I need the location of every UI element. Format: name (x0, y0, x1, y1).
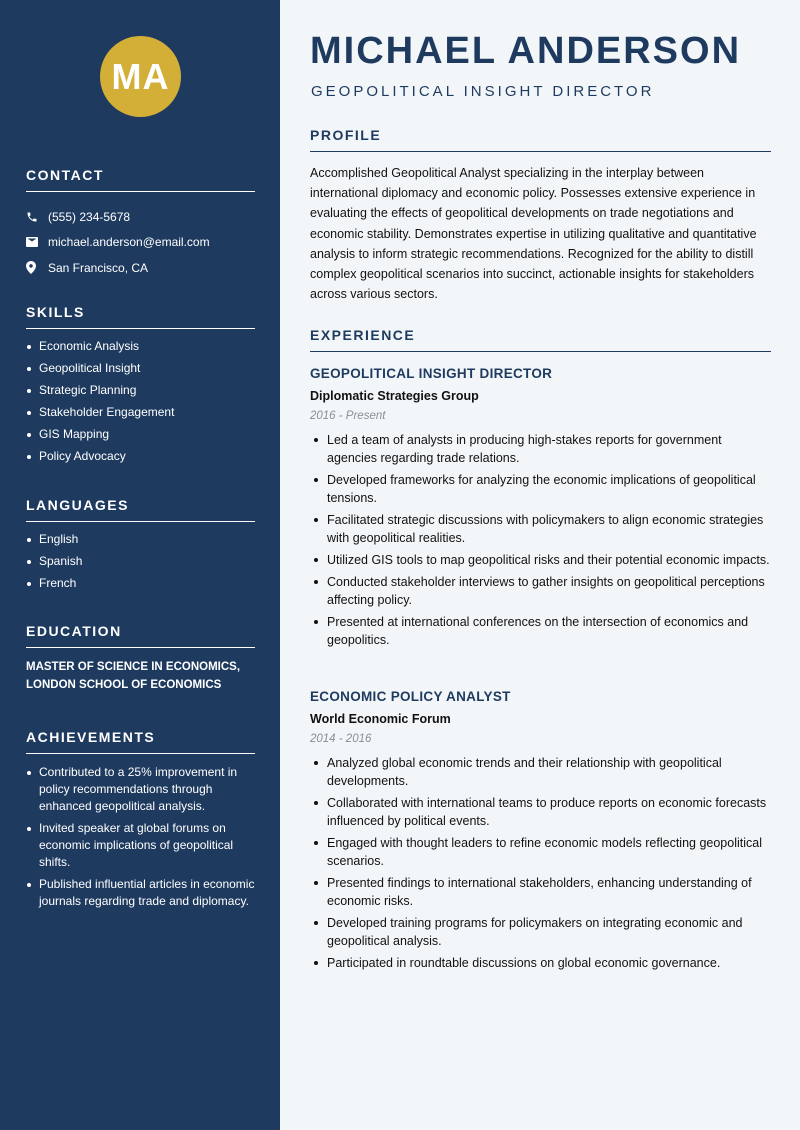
contact-section (26, 167, 255, 281)
languages-heading: LANGUAGES (26, 497, 255, 522)
skill-item: Strategic Planning (26, 383, 255, 398)
skills-list (26, 339, 255, 464)
job-bullet: Utilized GIS tools to map geopolitical risks and their potential economic impacts. (310, 551, 772, 569)
profile-heading: PROFILE (310, 127, 771, 152)
languages-list (26, 532, 255, 591)
candidate-title: GEOPOLITICAL INSIGHT DIRECTOR (311, 83, 655, 100)
achievements-list (26, 764, 255, 910)
language-item: French (26, 576, 255, 591)
skill-item: GIS Mapping (26, 427, 255, 442)
skill-item: Stakeholder Engagement (26, 405, 255, 420)
job-bullets (310, 754, 772, 972)
skill-item: Geopolitical Insight (26, 361, 255, 376)
profile-summary: Accomplished Geopolitical Analyst specializing in the interplay between international diplomacy and economic policy. Possesses extensive experience in evaluating the effects of geopolitical developments on trade negotiations and economic stability. Demonstrates expertise in utilizing qualitative and quantitative analysis to inform strategic recommendations. Recognized for the ability to distill complex geopolitical scenarios into succinct, actionable insights for stakeholders across various sectors. (310, 166, 757, 302)
job-bullet: Facilitated strategic discussions with policymakers to align economic strategies with geopolitical realities. (310, 511, 772, 547)
phone-icon (26, 211, 48, 223)
monogram-avatar: MA (100, 36, 181, 117)
location-pin-icon (26, 261, 48, 274)
education-heading: EDUCATION (26, 623, 255, 648)
experience-entry (310, 689, 772, 976)
skill-item: Economic Analysis (26, 339, 255, 354)
contact-phone-text: (555) 234-5678 (48, 209, 131, 224)
contact-location-text: San Francisco, CA (48, 260, 149, 275)
job-dates: 2014 - 2016 (310, 733, 372, 745)
job-bullet: Presented findings to international stakeholders, enhancing understanding of economic risks. (310, 874, 772, 910)
job-bullet: Engaged with thought leaders to refine economic models reflecting geopolitical scenarios. (310, 834, 772, 870)
achievement-item: Contributed to a 25% improvement in policy recommendations through enhanced geopolitical analysis. (26, 764, 255, 815)
sidebar (0, 0, 280, 1130)
job-role: GEOPOLITICAL INSIGHT DIRECTOR (310, 366, 553, 381)
achievement-item: Published influential articles in economic journals regarding trade and diplomacy. (26, 876, 255, 910)
job-bullet: Developed frameworks for analyzing the economic implications of geopolitical tensions. (310, 471, 772, 507)
achievements-heading: ACHIEVEMENTS (26, 729, 255, 754)
job-bullet: Developed training programs for policymakers on integrating economic and geopolitical analysis. (310, 914, 772, 950)
language-item: Spanish (26, 554, 255, 569)
contact-location (26, 255, 255, 281)
contact-email (26, 230, 255, 256)
education-degree: MASTER OF SCIENCE IN ECONOMICS, LONDON SCHOOL OF ECONOMICS (26, 661, 241, 691)
email-icon (26, 237, 48, 247)
achievement-item: Invited speaker at global forums on economic implications of geopolitical shifts. (26, 820, 255, 871)
skills-heading: SKILLS (26, 304, 255, 329)
contact-email-text: michael.anderson@email.com (48, 235, 210, 250)
job-bullet: Collaborated with international teams to produce reports on economic forecasts influenced by political events. (310, 794, 772, 830)
job-bullets (310, 431, 772, 649)
main-content (280, 0, 800, 1130)
languages-section (26, 497, 255, 598)
contact-phone (26, 204, 255, 230)
skills-section (26, 304, 255, 471)
job-bullet: Led a team of analysts in producing high-stakes reports for government agencies regarding trade relations. (310, 431, 772, 467)
contact-heading: CONTACT (26, 167, 255, 192)
job-bullet: Presented at international conferences on the intersection of economics and geopolitics. (310, 613, 772, 649)
language-item: English (26, 532, 255, 547)
job-role: ECONOMIC POLICY ANALYST (310, 689, 511, 704)
experience-entry (310, 366, 772, 653)
job-company: Diplomatic Strategies Group (310, 389, 479, 403)
contact-list (26, 204, 255, 281)
experience-heading: EXPERIENCE (310, 327, 771, 352)
job-dates: 2016 - Present (310, 410, 386, 422)
job-company: World Economic Forum (310, 712, 451, 726)
job-bullet: Participated in roundtable discussions on global economic governance. (310, 954, 772, 972)
candidate-name: MICHAEL ANDERSON (310, 30, 742, 72)
skill-item: Policy Advocacy (26, 449, 255, 464)
job-bullet: Conducted stakeholder interviews to gather insights on geopolitical perceptions affecting policy. (310, 573, 772, 609)
job-bullet: Analyzed global economic trends and their relationship with geopolitical developments. (310, 754, 772, 790)
education-section (26, 623, 255, 694)
achievements-section (26, 729, 255, 915)
